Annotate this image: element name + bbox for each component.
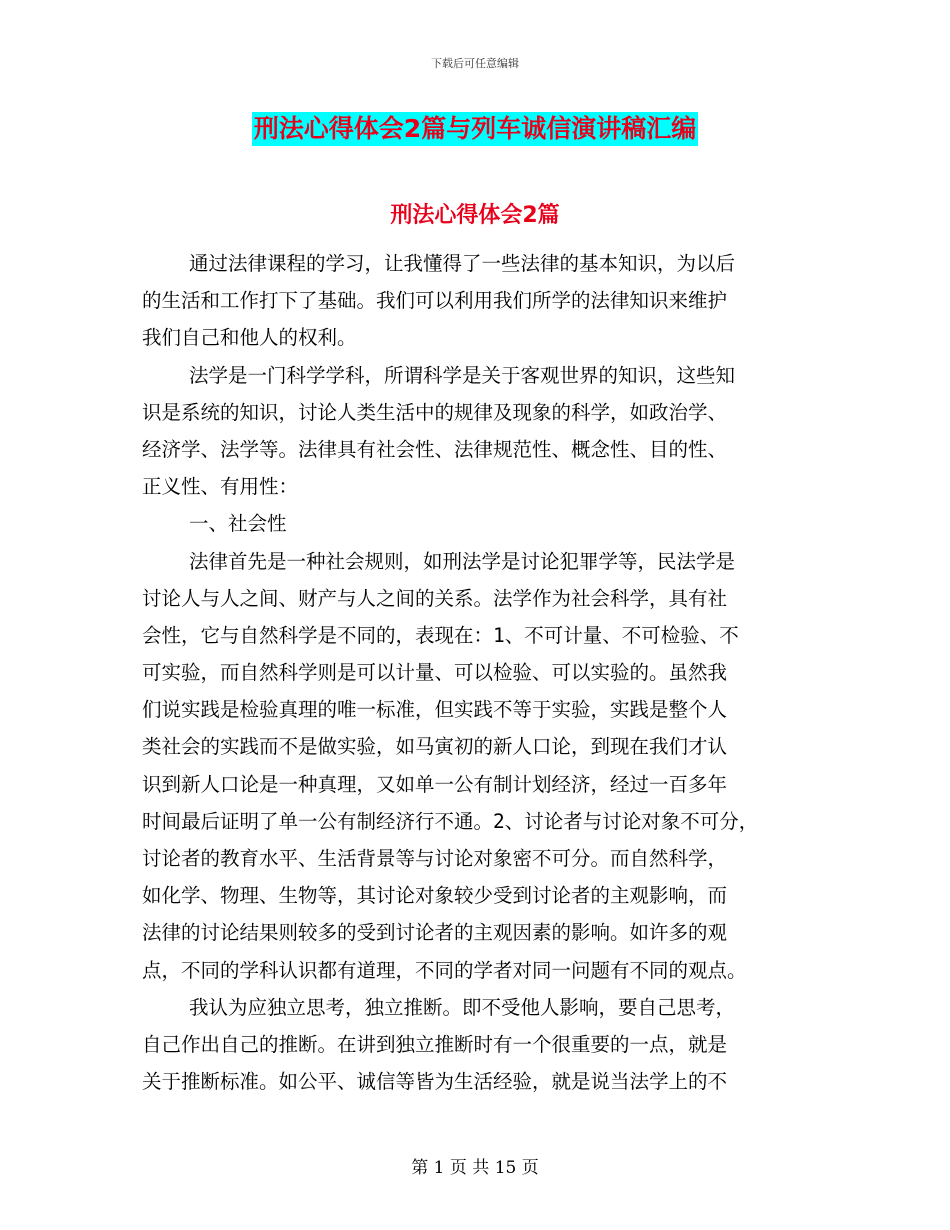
body-line: 经济学、法学等。法律具有社会性、法律规范性、概念性、目的性、 <box>142 437 728 461</box>
body-line: 可实验，而自然科学则是可以计量、可以检验、可以实验的。虽然我 <box>142 661 728 685</box>
section-title: 刑法心得体会2篇 <box>390 203 560 228</box>
body-line: 法律的讨论结果则较多的受到讨论者的主观因素的影响。如许多的观 <box>142 921 728 945</box>
body-line: 识是系统的知识，讨论人类生活中的规律及现象的科学，如政治学、 <box>142 400 728 424</box>
body-line: 会性，它与自然科学是不同的，表现在：1、不可计量、不可检验、不 <box>142 623 739 647</box>
body-line: 自己作出自己的推断。在讲到独立推断时有一个很重要的一点，就是 <box>142 1032 728 1056</box>
body-line: 时间最后证明了单一公有制经济行不通。2、讨论者与讨论对象不可分， <box>142 809 759 833</box>
body-text <box>142 245 812 1100</box>
page-footer: 第 1 页 共 15 页 <box>411 1158 539 1178</box>
document-title-container <box>0 112 950 146</box>
body-line: 法律首先是一种社会规则，如刑法学是讨论犯罪学等，民法学是 <box>142 549 735 573</box>
body-line: 通过法律课程的学习，让我懂得了一些法律的基本知识，为以后 <box>142 252 735 275</box>
body-line: 正义性、有用性： <box>142 475 299 499</box>
body-line: 法学是一门科学学科，所谓科学是关于客观世界的知识，这些知 <box>142 363 735 387</box>
body-line: 关于推断标准。如公平、诚信等皆为生活经验，就是说当法学上的不 <box>142 1070 728 1094</box>
body-line: 点，不同的学科认识都有道理，不同的学者对同一问题有不同的观点。 <box>142 958 747 982</box>
document-title: 刑法心得体会2篇与列车诚信演讲稿汇编 <box>252 112 698 146</box>
body-line: 类社会的实践而不是做实验，如马寅初的新人口论，到现在我们才认 <box>142 735 728 759</box>
body-line: 讨论人与人之间、财产与人之间的关系。法学作为社会科学，具有社 <box>142 586 728 610</box>
body-line: 识到新人口论是一种真理，又如单一公有制计划经济，经过一百多年 <box>142 772 728 796</box>
body-line: 一、社会性 <box>142 512 287 536</box>
body-line: 如化学、物理、生物等，其讨论对象较少受到讨论者的主观影响，而 <box>142 884 728 908</box>
body-line: 我认为应独立思考，独立推断。即不受他人影响，要自己思考， <box>142 995 735 1019</box>
body-line: 我们自己和他人的权利。 <box>142 326 357 350</box>
body-line: 们说实践是检验真理的唯一标准，但实践不等于实验，实践是整个人 <box>142 698 728 722</box>
header-note: 下载后可任意编辑 <box>431 57 519 70</box>
body-line: 的生活和工作打下了基础。我们可以利用我们所学的法律知识来维护 <box>142 289 728 313</box>
body-line: 讨论者的教育水平、生活背景等与讨论对象密不可分。而自然科学， <box>142 847 728 870</box>
